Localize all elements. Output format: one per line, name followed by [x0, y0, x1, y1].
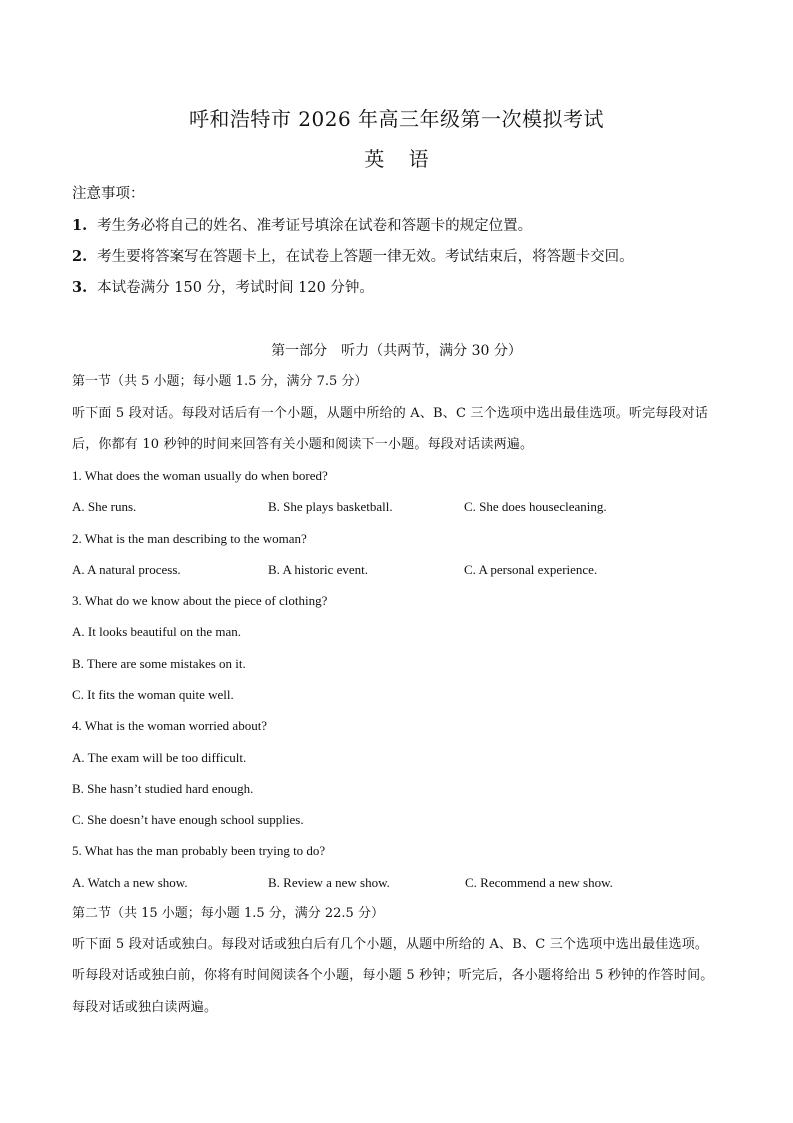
section2-instructions: 听下面 5 段对话或独白。每段对话或独白后有几个小题，从题中所给的 A、B、C 三个选项中选出最佳选项。 [72, 937, 709, 952]
question-stem: 4. What is the woman worried about? [72, 718, 268, 733]
section1-instructions: 后，你都有 10 秒钟的时间来回答有关小题和阅读下一小题。每段对话读两遍。 [72, 437, 534, 452]
option-a: A. A natural process. [72, 562, 181, 577]
option-a: A. It looks beautiful on the man. [72, 624, 241, 639]
option-b: B. Review a new show. [268, 875, 390, 890]
option-c: C. A personal experience. [464, 562, 598, 577]
option-b: B. She plays basketball. [268, 499, 393, 514]
notice-item-1 [72, 216, 532, 236]
notice-item-2 [72, 247, 634, 267]
notice-item-text: 考生务必将自己的姓名、准考证号填涂在试卷和答题卡的规定位置。 [97, 218, 533, 234]
option-c: C. She doesn’t have enough school supplies. [72, 812, 304, 827]
option-b: B. She hasn’t studied hard enough. [72, 781, 254, 796]
option-a: A. The exam will be too difficult. [72, 750, 247, 765]
option-a: A. Watch a new show. [72, 875, 188, 890]
question-stem: 3. What do we know about the piece of clothing? [72, 593, 328, 608]
section1-instructions: 听下面 5 段对话。每段对话后有一个小题，从题中所给的 A、B、C 三个选项中选出最佳选项。听完每段对话 [72, 406, 709, 421]
notice-item-number: 3. [72, 279, 88, 296]
option-c: C. It fits the woman quite well. [72, 687, 234, 702]
section1-heading: 第一节（共 5 小题；每小题 1.5 分，满分 7.5 分） [72, 374, 368, 389]
option-b: B. A historic event. [268, 562, 369, 577]
option-c: C. She does housecleaning. [464, 499, 607, 514]
notice-item-number: 1. [72, 217, 88, 234]
section2-heading: 第二节（共 15 小题；每小题 1.5 分，满分 22.5 分） [72, 906, 384, 921]
part1-heading: 第一部分 听力（共两节，满分 30 分） [271, 343, 522, 359]
question-stem: 1. What does the woman usually do when bored? [72, 468, 328, 483]
option-b: B. There are some mistakes on it. [72, 656, 246, 671]
exam-subject: 英 语 [364, 147, 429, 171]
section2-instructions: 每段对话或独白读两遍。 [72, 1000, 218, 1015]
notice-heading: 注意事项： [72, 186, 145, 202]
exam-title: 呼和浩特市 2026 年高三年级第一次模拟考试 [188, 107, 605, 131]
question-stem: 5. What has the man probably been trying to do? [72, 843, 326, 858]
notice-item-text: 本试卷满分 150 分，考试时间 120 分钟。 [97, 280, 374, 296]
notice-item-3 [72, 278, 374, 298]
option-a: A. She runs. [72, 499, 137, 514]
notice-item-number: 2. [72, 248, 88, 265]
option-c: C. Recommend a new show. [465, 875, 613, 890]
notice-item-text: 考生要将答案写在答题卡上，在试卷上答题一律无效。考试结束后，将答题卡交回。 [97, 249, 634, 265]
section2-instructions: 听每段对话或独白前，你将有时间阅读各个小题，每小题 5 秒钟；听完后，各小题将给出 5 秒钟的作答时间。 [72, 968, 714, 983]
question-stem: 2. What is the man describing to the woman? [72, 531, 307, 546]
